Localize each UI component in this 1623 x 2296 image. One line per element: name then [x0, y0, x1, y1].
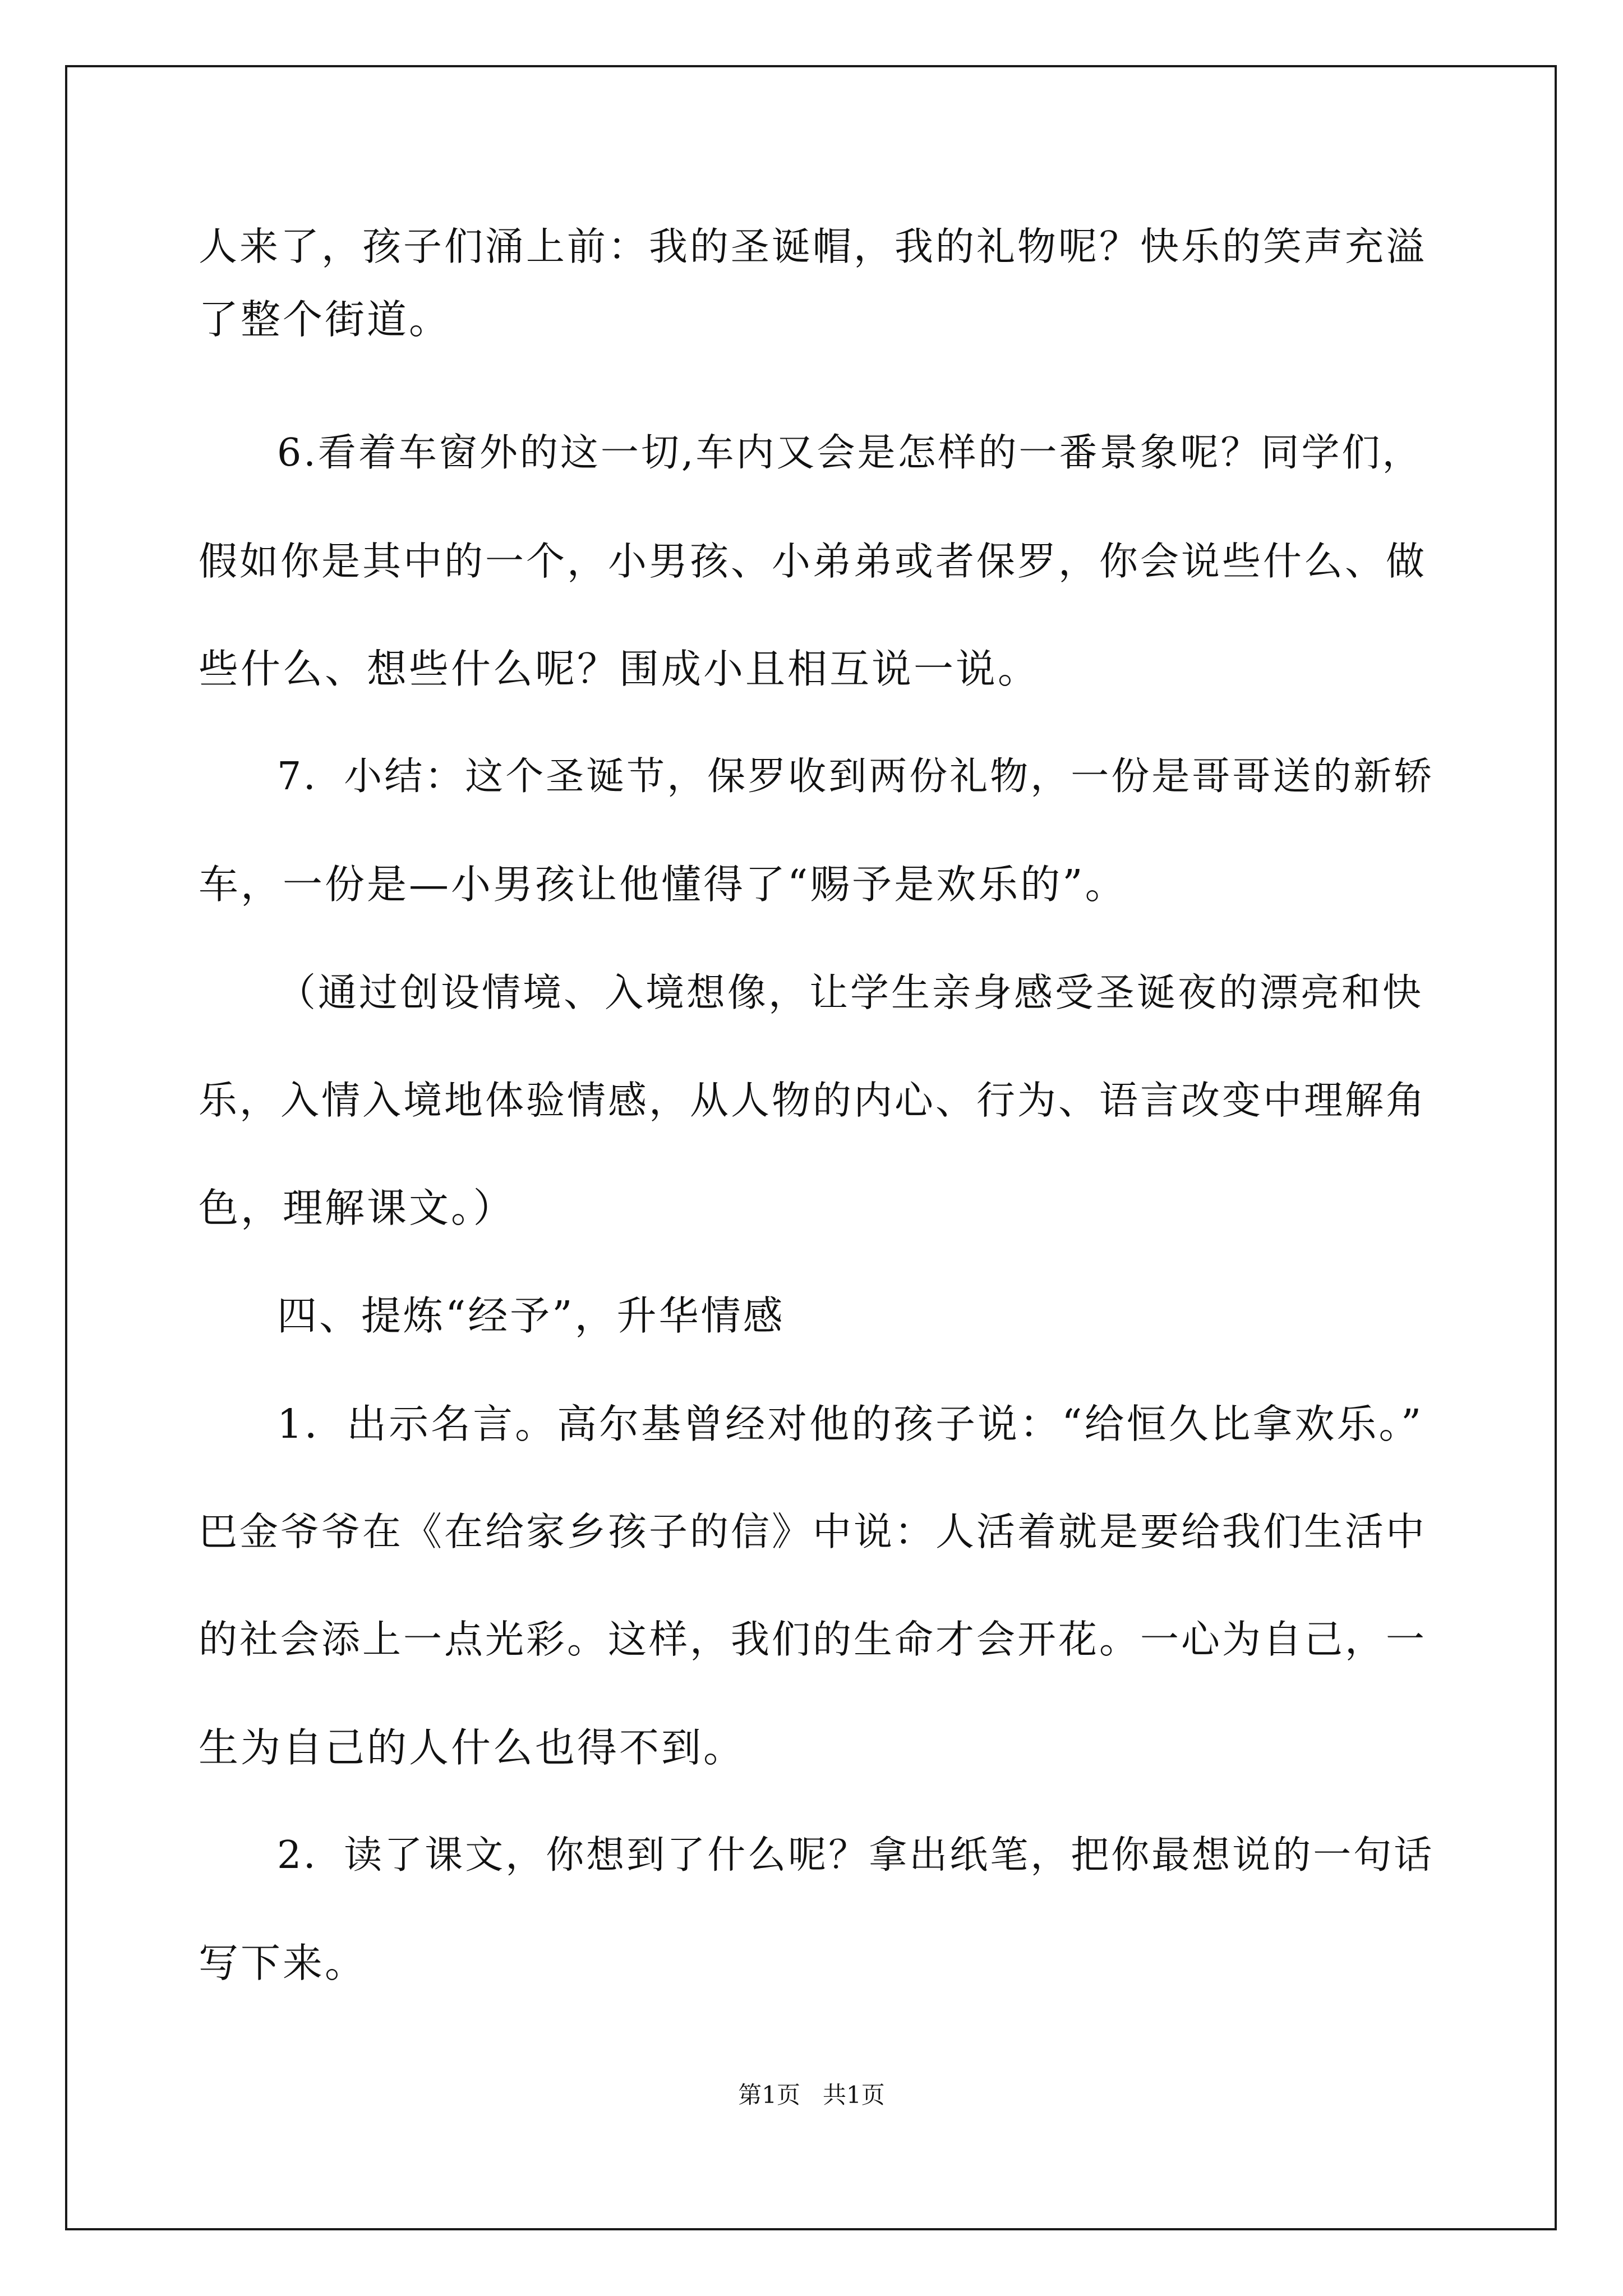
page-number-footer: 第1页 共1页	[738, 2081, 885, 2109]
text-line: 1．出示名言。高尔基曾经对他的孩子说：“给恒久比拿欢乐。”	[277, 1401, 1424, 1447]
page-border	[65, 65, 1557, 2230]
text-line: 四、提炼“经予”，升华情感	[277, 1292, 785, 1339]
text-line: 色，理解课文。）	[199, 1185, 515, 1231]
text-line: 人来了，孩子们涌上前：我的圣诞帽，我的礼物呢？快乐的笑声充溢	[199, 224, 1427, 269]
text-line: 生为自己的人什么也得不到。	[199, 1724, 746, 1771]
text-line: 7．小结：这个圣诞节，保罗收到两份礼物，一份是哥哥送的新轿	[277, 754, 1435, 799]
text-line: 巴金爷爷在《在给家乡孩子的信》中说：人活着就是要给我们生活中	[199, 1510, 1427, 1554]
text-line: 了整个街道。	[199, 296, 451, 343]
text-line: 假如你是其中的一个，小男孩、小弟弟或者保罗，你会说些什么、做	[199, 539, 1427, 584]
text-line: 乐，入情入境地体验情感，从人物的内心、行为、语言改变中理解角	[199, 1078, 1427, 1123]
text-line: （通过创设情境、入境想像，让学生亲身感受圣诞夜的漂亮和快	[277, 970, 1423, 1015]
text-line: 写下来。	[199, 1940, 367, 1986]
text-line: 些什么、想些什么呢？围成小且相互说一说。	[199, 646, 1040, 692]
text-line: 2．读了课文，你想到了什么呢？拿出纸笔，把你最想说的一句话	[277, 1833, 1435, 1878]
text-line: 的社会添上一点光彩。这样，我们的生命才会开花。一心为自己，一	[199, 1617, 1427, 1662]
text-line: 6.看着车窗外的这一切,车内又会是怎样的一番景象呢？同学们，	[277, 431, 1423, 475]
text-line: 车，一份是—小男孩让他懂得了“赐予是欢乐的”。	[199, 861, 1127, 908]
